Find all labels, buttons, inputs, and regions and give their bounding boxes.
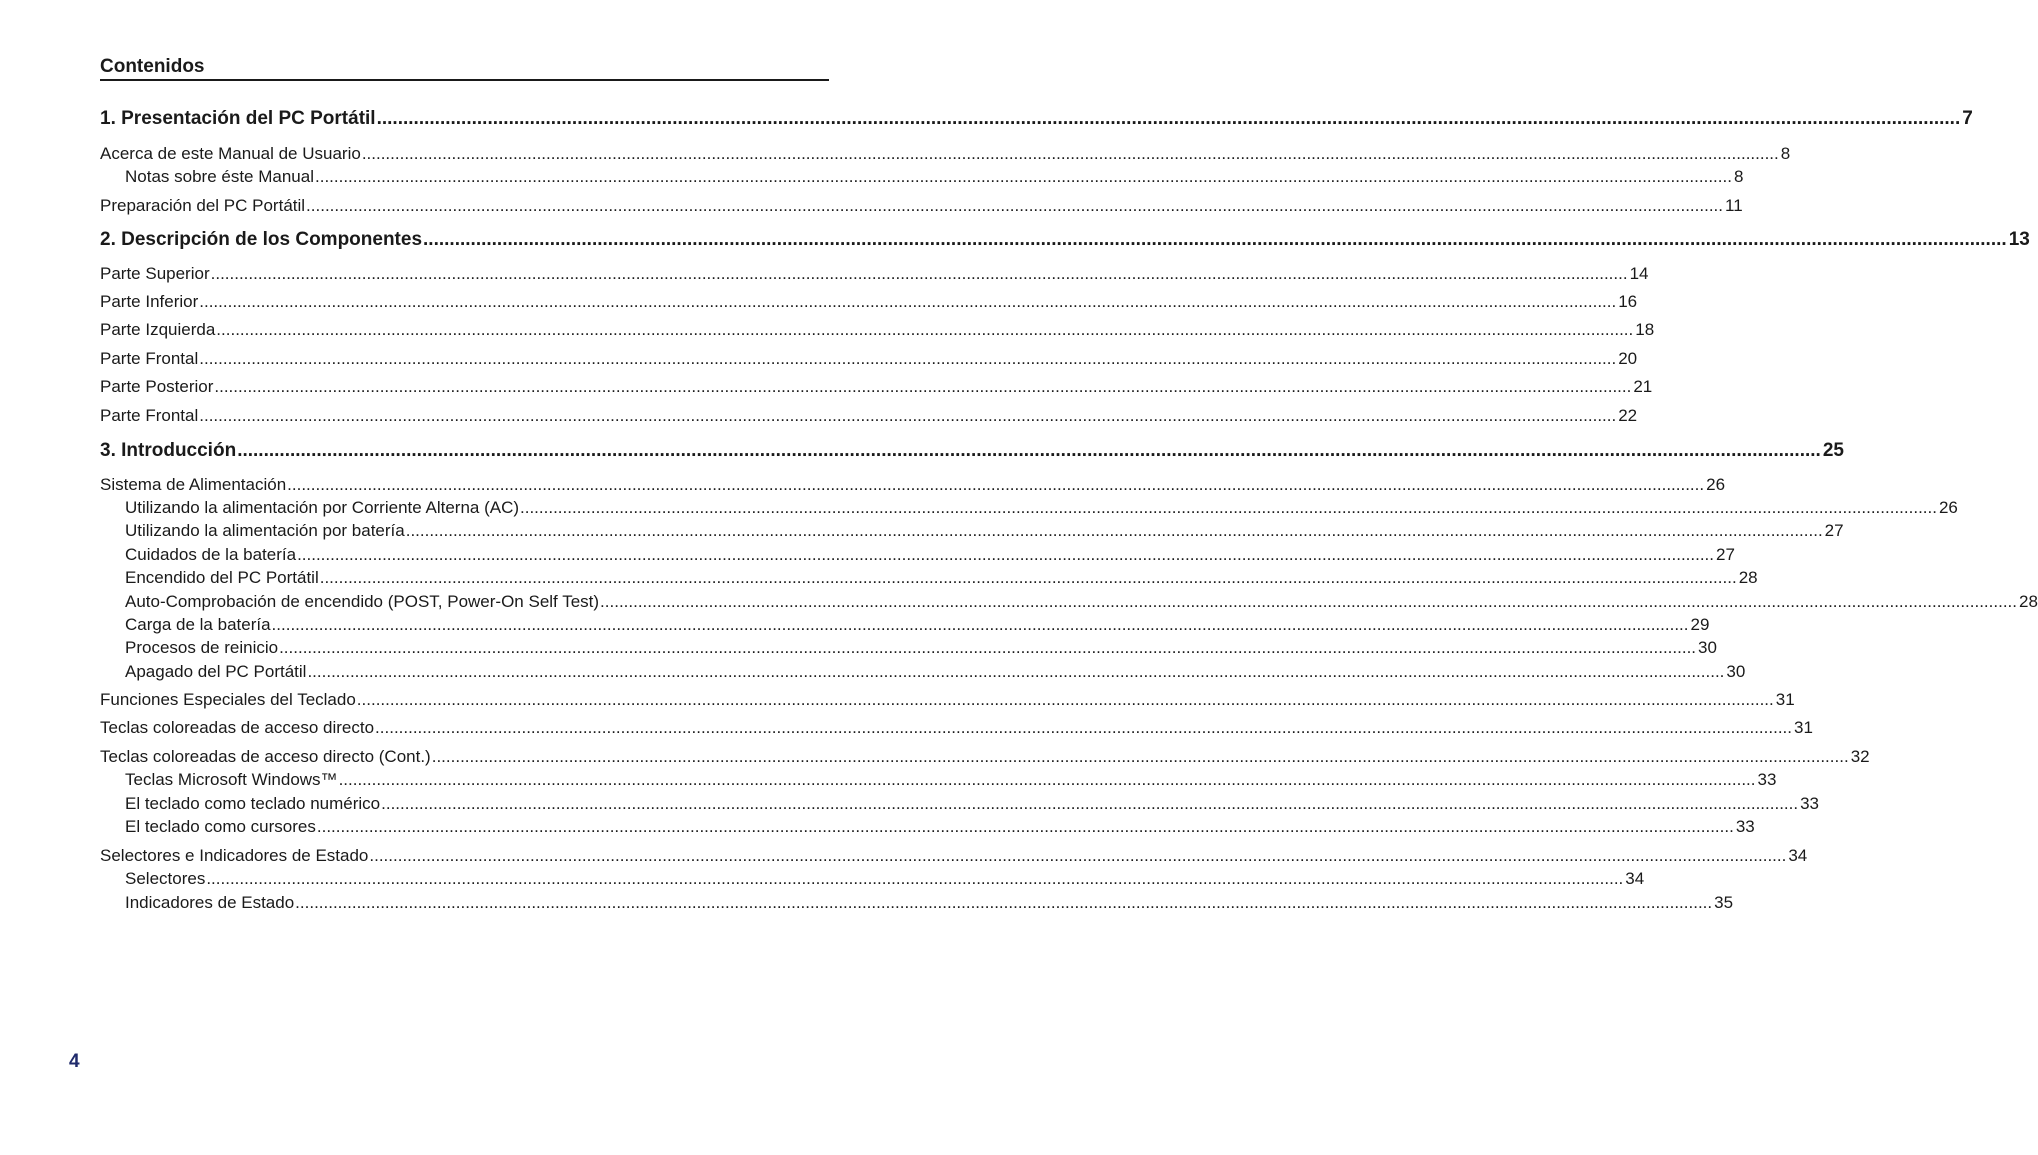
toc-leader-dots: ............................................................................................................................................................................................................................................................................................................: [199, 406, 1617, 425]
toc-entry[interactable]: [125, 893, 1734, 913]
toc-entry-label: Encendido del PC Portátil: [125, 568, 319, 587]
toc-leader-dots: ............................................................................................................................................................................................................................................................................................................: [405, 521, 1823, 540]
toc-leader-dots: ............................................................................................................................................................................................................................................................................................................: [199, 292, 1617, 311]
toc-entry-page: 33: [1735, 817, 1755, 836]
toc-entry[interactable]: [100, 718, 1813, 738]
toc-leader-dots: ............................................................................................................................................................................................................................................................................................................: [206, 869, 1624, 888]
toc-entry-label: Parte Posterior: [100, 377, 214, 396]
toc-entry[interactable]: [100, 196, 1743, 216]
toc-entry-label: Selectores e Indicadores de Estado: [100, 846, 369, 865]
toc-entry-page: 16: [1618, 292, 1638, 311]
toc-leader-dots: ............................................................................................................................................................................................................................................................................................................: [431, 747, 1849, 766]
toc-entry-page: 30: [1726, 662, 1746, 681]
toc-leader-dots: ............................................................................................................................................................................................................................................................................................................: [600, 592, 2017, 611]
toc-entry-label: Apagado del PC Portátil: [125, 662, 307, 681]
toc-entry-label: Preparación del PC Portátil: [100, 196, 306, 215]
toc-entry-page: 26: [1938, 498, 1958, 517]
toc-entry[interactable]: [125, 498, 1958, 518]
toc-entry-label: Utilizando la alimentación por Corriente Alterna (AC): [125, 498, 520, 517]
toc-leader-dots: ............................................................................................................................................................................................................................................................................................................: [216, 320, 1634, 339]
toc-entry[interactable]: [100, 690, 1795, 710]
toc-leader-dots: ............................................................................................................................................................................................................................................................................................................: [376, 108, 1961, 129]
toc-entry[interactable]: [125, 568, 1758, 588]
toc-entry[interactable]: [100, 320, 1655, 340]
toc-entry-label: Acerca de este Manual de Usuario: [100, 144, 361, 163]
toc-entry[interactable]: [125, 167, 1744, 187]
toc-entry-label: Utilizando la alimentación por batería: [125, 521, 405, 540]
toc-entry[interactable]: [125, 794, 1820, 814]
toc-entry-label: 1. Presentación del PC Portátil: [100, 108, 376, 129]
toc-entry-page: 28: [1738, 568, 1758, 587]
toc-entry-page: 29: [1690, 615, 1710, 634]
toc-entry-page: 13: [2008, 229, 2030, 250]
toc-entry-label: Parte Frontal: [100, 406, 199, 425]
toc-leader-dots: ............................................................................................................................................................................................................................................................................................................: [369, 846, 1787, 865]
toc-entry[interactable]: [125, 545, 1735, 565]
toc-entry[interactable]: [125, 770, 1777, 790]
toc-leader-dots: ............................................................................................................................................................................................................................................................................................................: [423, 229, 2007, 250]
page-title: Contenidos: [100, 56, 205, 77]
toc-entry-label: Teclas coloreadas de acceso directo (Cont.): [100, 747, 431, 766]
toc-entry-page: 27: [1824, 521, 1844, 540]
toc-entry-label: Selectores: [125, 869, 206, 888]
toc-entry-page: 14: [1629, 264, 1649, 283]
toc-entry-page: 31: [1794, 718, 1813, 737]
toc-leader-dots: ............................................................................................................................................................................................................................................................................................................: [287, 475, 1705, 494]
toc-entry-label: Parte Inferior: [100, 292, 199, 311]
toc-entry-label: 3. Introducción: [100, 440, 237, 461]
toc-entry-page: 33: [1800, 794, 1820, 813]
toc-leader-dots: ............................................................................................................................................................................................................................................................................................................: [356, 690, 1774, 709]
toc-leader-dots: ............................................................................................................................................................................................................................................................................................................: [381, 794, 1799, 813]
toc-entry[interactable]: [125, 521, 1844, 541]
toc-entry-page: 32: [1850, 747, 1870, 766]
toc-leader-dots: ............................................................................................................................................................................................................................................................................................................: [271, 615, 1689, 634]
toc-entry-page: 31: [1775, 690, 1795, 709]
toc-leader-dots: ............................................................................................................................................................................................................................................................................................................: [210, 264, 1628, 283]
toc-entry-page: 30: [1698, 638, 1717, 657]
toc-leader-dots: ............................................................................................................................................................................................................................................................................................................: [338, 770, 1756, 789]
toc-entry-label: Parte Superior: [100, 264, 210, 283]
toc-entry[interactable]: [125, 662, 1746, 682]
toc-entry[interactable]: [100, 144, 1791, 164]
toc-entry-page: 35: [1714, 893, 1734, 912]
toc-section[interactable]: [100, 107, 1973, 131]
toc-entry-page: 34: [1625, 869, 1645, 888]
toc-leader-dots: ............................................................................................................................................................................................................................................................................................................: [375, 718, 1792, 737]
toc-entry[interactable]: [100, 377, 1653, 397]
toc-entry-label: Funciones Especiales del Teclado: [100, 690, 356, 709]
toc-entry-page: 8: [1733, 167, 1744, 186]
toc-entry-label: 2. Descripción de los Componentes: [100, 229, 423, 250]
toc-leader-dots: ............................................................................................................................................................................................................................................................................................................: [361, 144, 1779, 163]
toc-entry-label: Cuidados de la batería: [125, 545, 297, 564]
toc-leader-dots: ............................................................................................................................................................................................................................................................................................................: [279, 638, 1697, 657]
toc-entry-page: 7: [1962, 108, 1973, 129]
toc-entry-label: Auto-Comprobación de encendido (POST, Power-On Self Test): [125, 592, 600, 611]
toc-entry-page: 27: [1716, 545, 1735, 564]
toc-entry[interactable]: [100, 264, 1649, 284]
toc-entry[interactable]: [125, 615, 1710, 635]
toc-entry-page: 18: [1635, 320, 1655, 339]
toc-entry[interactable]: [100, 349, 1638, 369]
toc-entry-page: 8: [1780, 144, 1791, 163]
toc-section[interactable]: [100, 439, 1844, 463]
toc-section[interactable]: [100, 228, 2030, 252]
toc-leader-dots: ............................................................................................................................................................................................................................................................................................................: [315, 167, 1732, 186]
toc-entry-page: 26: [1706, 475, 1726, 494]
toc-leader-dots: ............................................................................................................................................................................................................................................................................................................: [199, 349, 1617, 368]
toc-entry[interactable]: [125, 869, 1645, 889]
toc-leader-dots: ............................................................................................................................................................................................................................................................................................................: [214, 377, 1632, 396]
toc-entry-label: Teclas Microsoft Windows™: [125, 770, 338, 789]
toc-entry-page: 25: [1822, 440, 1844, 461]
toc-entry-label: Indicadores de Estado: [125, 893, 295, 912]
toc-leader-dots: ............................................................................................................................................................................................................................................................................................................: [316, 817, 1734, 836]
toc-entry[interactable]: [100, 406, 1638, 426]
toc-leader-dots: ............................................................................................................................................................................................................................................................................................................: [306, 196, 1723, 215]
toc-leader-dots: ............................................................................................................................................................................................................................................................................................................: [297, 545, 1715, 564]
toc-entry-label: Sistema de Alimentación: [100, 475, 287, 494]
toc-entry[interactable]: [100, 292, 1638, 312]
toc-entry[interactable]: [100, 747, 1870, 767]
toc-leader-dots: ............................................................................................................................................................................................................................................................................................................: [520, 498, 1937, 517]
toc-entry[interactable]: [125, 817, 1755, 837]
toc-entry-label: Parte Frontal: [100, 349, 199, 368]
toc-entry-page: 11: [1725, 196, 1743, 215]
toc-leader-dots: ............................................................................................................................................................................................................................................................................................................: [295, 893, 1713, 912]
toc-entry-label: Teclas coloreadas de acceso directo: [100, 718, 375, 737]
toc-entry-page: 33: [1757, 770, 1777, 789]
toc-entry[interactable]: [125, 592, 2038, 612]
toc-leader-dots: ............................................................................................................................................................................................................................................................................................................: [307, 662, 1725, 681]
toc-entry-page: 28: [2019, 592, 2038, 611]
toc-entry-page: 21: [1633, 377, 1653, 396]
toc-entry-label: El teclado como cursores: [125, 817, 316, 836]
toc-entry-label: Carga de la batería: [125, 615, 271, 634]
toc-entry[interactable]: [125, 638, 1717, 658]
toc-entry[interactable]: [100, 846, 1808, 866]
toc-entry-label: El teclado como teclado numérico: [125, 794, 381, 813]
toc-entry-label: Notas sobre éste Manual: [125, 167, 314, 186]
toc-leader-dots: ............................................................................................................................................................................................................................................................................................................: [319, 568, 1737, 587]
toc-entry[interactable]: [100, 475, 1726, 495]
toc-leader-dots: ............................................................................................................................................................................................................................................................................................................: [237, 440, 1821, 461]
toc-entry-page: 22: [1618, 406, 1638, 425]
page-number: 4: [69, 1051, 80, 1072]
toc-entry-page: 34: [1788, 846, 1808, 865]
toc-entry-page: 20: [1618, 349, 1638, 368]
toc-entry-label: Procesos de reinicio: [125, 638, 279, 657]
toc-entry-label: Parte Izquierda: [100, 320, 216, 339]
